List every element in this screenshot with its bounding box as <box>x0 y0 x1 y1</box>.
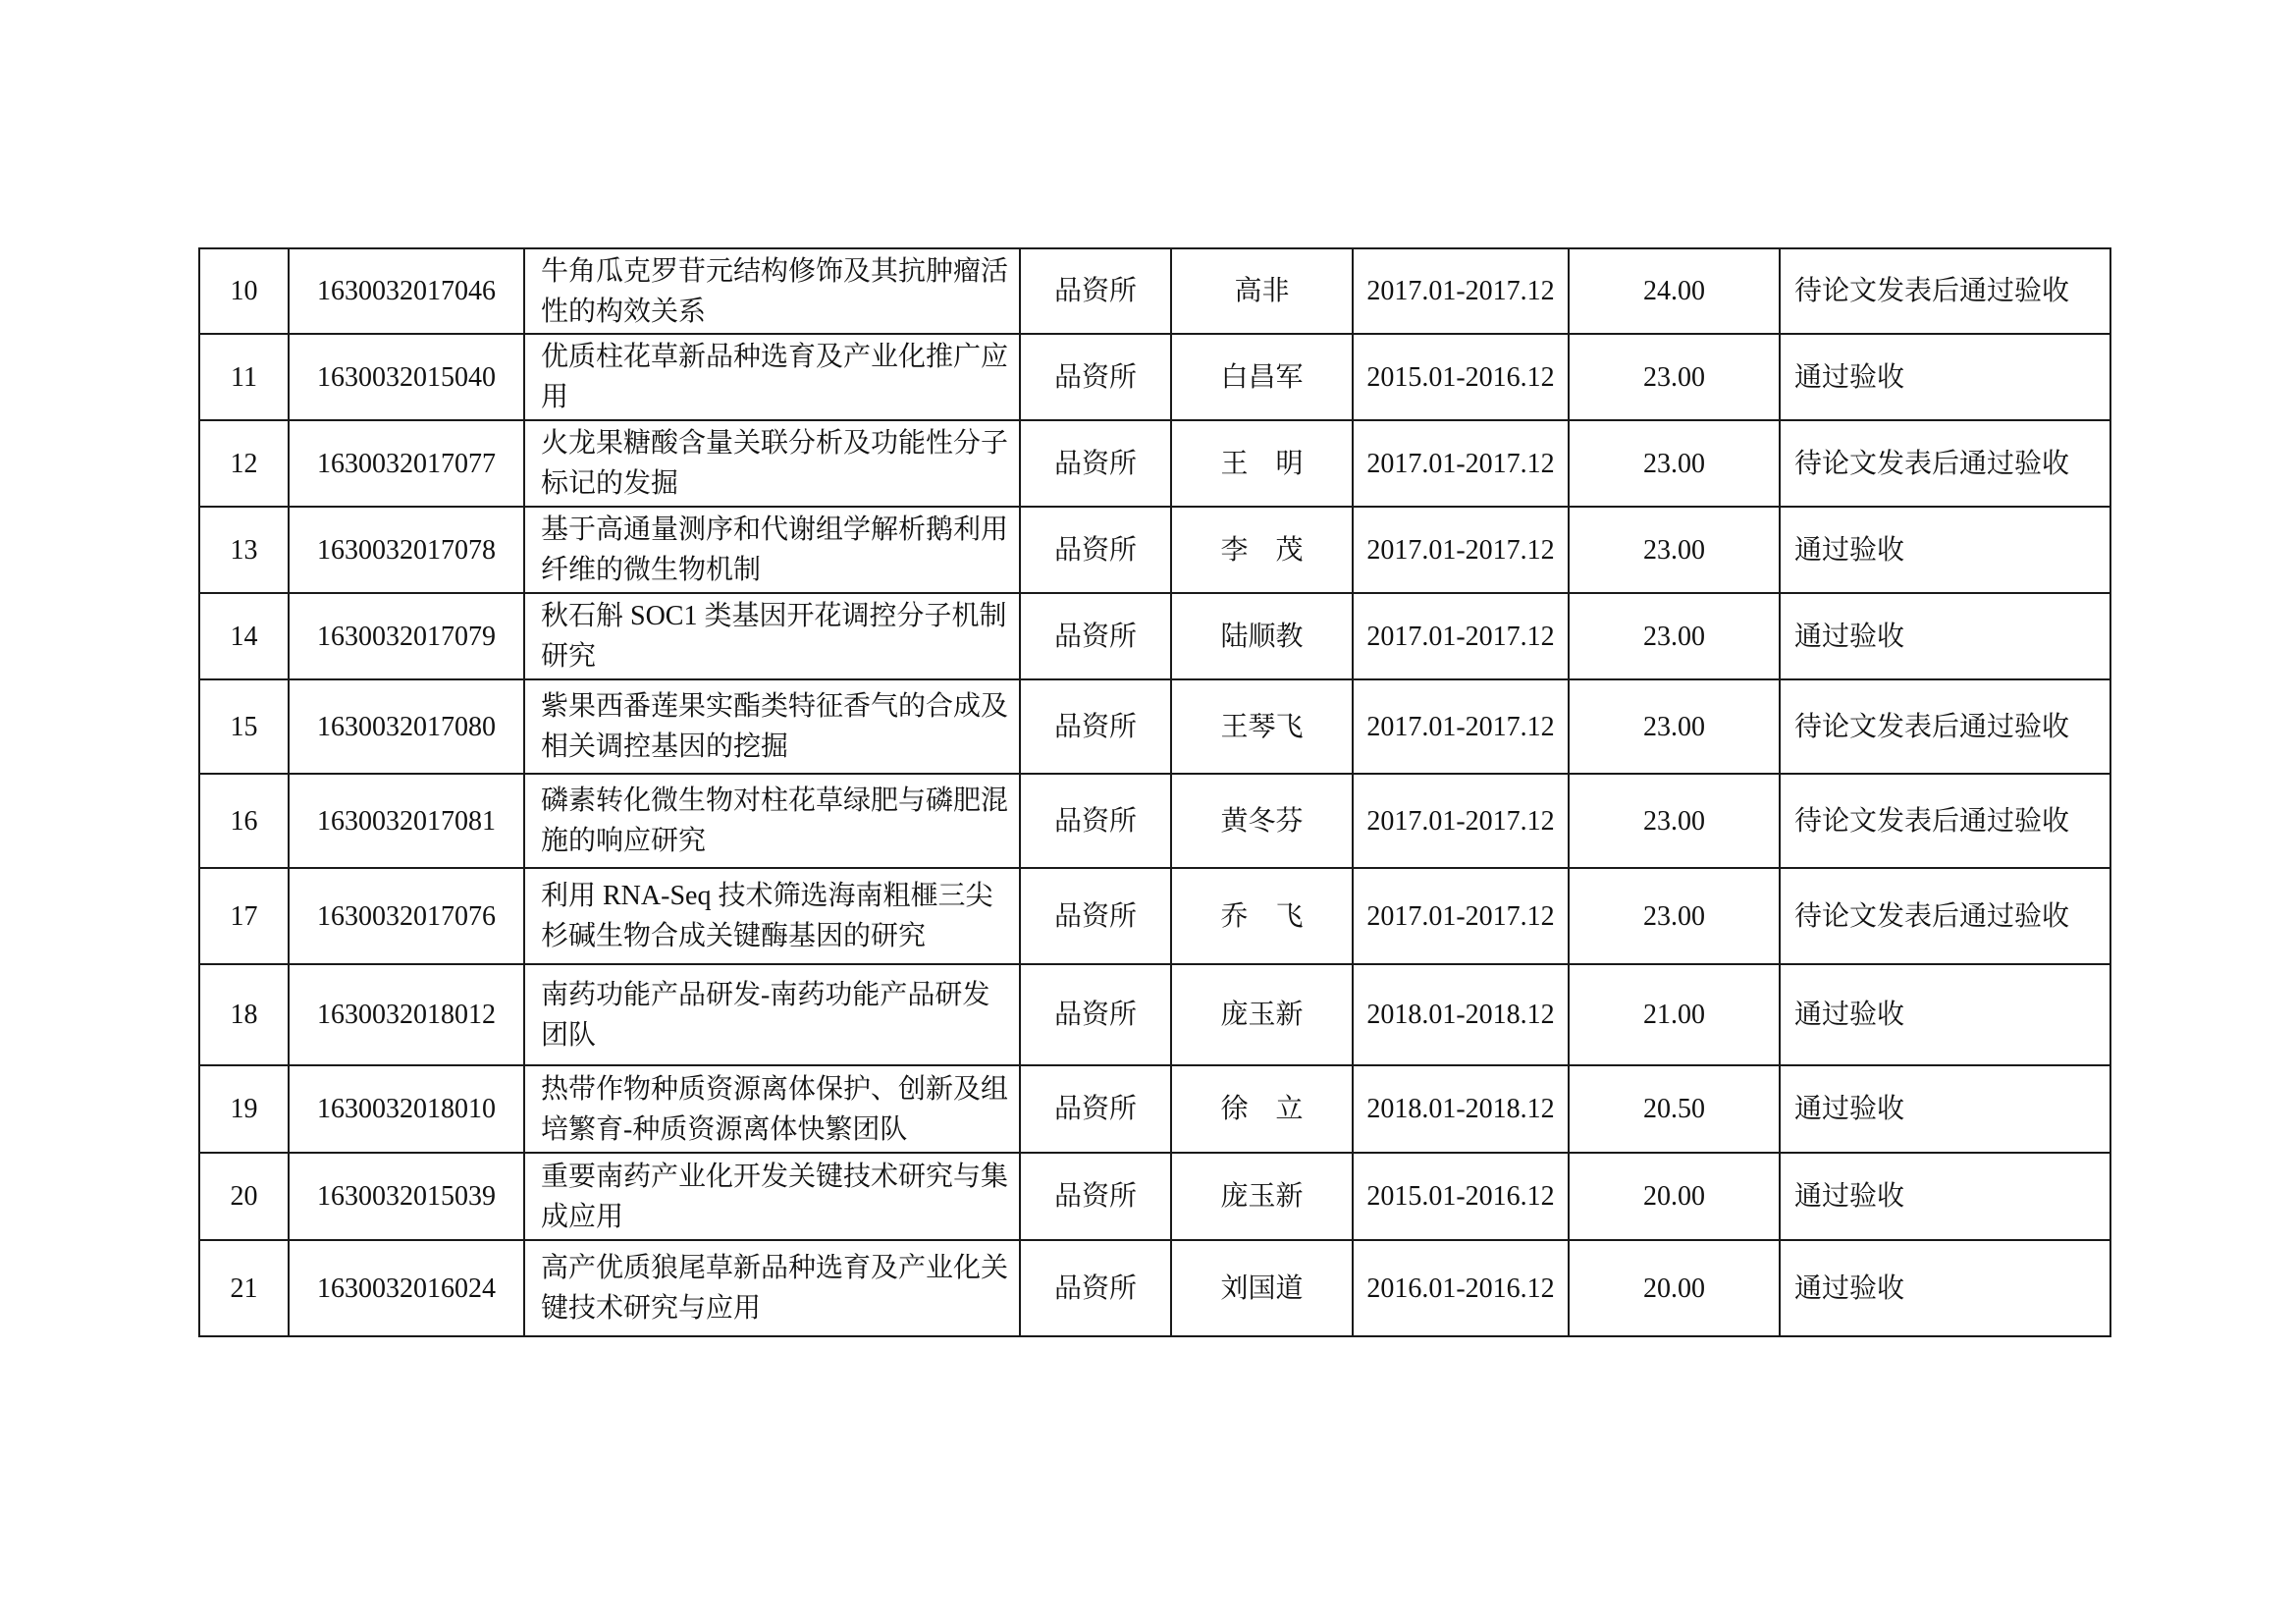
project-code: 1630032017077 <box>289 420 524 507</box>
project-period: 2018.01-2018.12 <box>1353 1065 1569 1153</box>
project-title: 秋石斛 SOC1 类基因开花调控分子机制研究 <box>524 593 1020 679</box>
funding-amount: 23.00 <box>1569 507 1780 593</box>
acceptance-result: 通过验收 <box>1780 334 2110 420</box>
table-row <box>199 334 2110 420</box>
institute-name: 品资所 <box>1020 593 1171 679</box>
project-code: 1630032017080 <box>289 679 524 774</box>
table-row <box>199 868 2110 964</box>
acceptance-result: 通过验收 <box>1780 507 2110 593</box>
row-index: 10 <box>199 248 289 334</box>
project-leader: 陆顺教 <box>1171 593 1353 679</box>
table-row <box>199 1065 2110 1153</box>
project-title: 紫果西番莲果实酯类特征香气的合成及相关调控基因的挖掘 <box>524 679 1020 774</box>
row-index: 19 <box>199 1065 289 1153</box>
project-period: 2017.01-2017.12 <box>1353 248 1569 334</box>
project-leader: 乔 飞 <box>1171 868 1353 964</box>
project-title: 南药功能产品研发-南药功能产品研发团队 <box>524 964 1020 1065</box>
project-period: 2017.01-2017.12 <box>1353 774 1569 868</box>
project-period: 2017.01-2017.12 <box>1353 679 1569 774</box>
project-title: 利用 RNA-Seq 技术筛选海南粗榧三尖杉碱生物合成关键酶基因的研究 <box>524 868 1020 964</box>
table-row <box>199 248 2110 334</box>
project-code: 1630032015039 <box>289 1153 524 1240</box>
institute-name: 品资所 <box>1020 1153 1171 1240</box>
project-code: 1630032017081 <box>289 774 524 868</box>
acceptance-result: 通过验收 <box>1780 1240 2110 1336</box>
funding-amount: 24.00 <box>1569 248 1780 334</box>
row-index: 15 <box>199 679 289 774</box>
acceptance-result: 待论文发表后通过验收 <box>1780 868 2110 964</box>
institute-name: 品资所 <box>1020 507 1171 593</box>
project-title: 优质柱花草新品种选育及产业化推广应用 <box>524 334 1020 420</box>
acceptance-result: 通过验收 <box>1780 1065 2110 1153</box>
acceptance-result: 通过验收 <box>1780 964 2110 1065</box>
funding-amount: 20.50 <box>1569 1065 1780 1153</box>
project-leader: 黄冬芬 <box>1171 774 1353 868</box>
table-row <box>199 774 2110 868</box>
project-title: 重要南药产业化开发关键技术研究与集成应用 <box>524 1153 1020 1240</box>
project-code: 1630032017078 <box>289 507 524 593</box>
institute-name: 品资所 <box>1020 420 1171 507</box>
project-period: 2018.01-2018.12 <box>1353 964 1569 1065</box>
project-period: 2017.01-2017.12 <box>1353 420 1569 507</box>
table-row <box>199 679 2110 774</box>
project-title: 火龙果糖酸含量关联分析及功能性分子标记的发掘 <box>524 420 1020 507</box>
project-leader: 庞玉新 <box>1171 964 1353 1065</box>
project-leader: 白昌军 <box>1171 334 1353 420</box>
row-index: 13 <box>199 507 289 593</box>
project-title: 高产优质狼尾草新品种选育及产业化关键技术研究与应用 <box>524 1240 1020 1336</box>
project-table <box>198 247 2111 1337</box>
project-code: 1630032015040 <box>289 334 524 420</box>
row-index: 17 <box>199 868 289 964</box>
row-index: 11 <box>199 334 289 420</box>
funding-amount: 23.00 <box>1569 334 1780 420</box>
project-period: 2015.01-2016.12 <box>1353 334 1569 420</box>
institute-name: 品资所 <box>1020 679 1171 774</box>
funding-amount: 21.00 <box>1569 964 1780 1065</box>
project-period: 2015.01-2016.12 <box>1353 1153 1569 1240</box>
institute-name: 品资所 <box>1020 868 1171 964</box>
acceptance-result: 通过验收 <box>1780 1153 2110 1240</box>
project-leader: 高非 <box>1171 248 1353 334</box>
institute-name: 品资所 <box>1020 964 1171 1065</box>
row-index: 12 <box>199 420 289 507</box>
table-row <box>199 593 2110 679</box>
row-index: 16 <box>199 774 289 868</box>
project-period: 2016.01-2016.12 <box>1353 1240 1569 1336</box>
institute-name: 品资所 <box>1020 1065 1171 1153</box>
institute-name: 品资所 <box>1020 334 1171 420</box>
institute-name: 品资所 <box>1020 248 1171 334</box>
project-leader: 王琴飞 <box>1171 679 1353 774</box>
project-code: 1630032016024 <box>289 1240 524 1336</box>
project-leader: 王 明 <box>1171 420 1353 507</box>
project-period: 2017.01-2017.12 <box>1353 868 1569 964</box>
row-index: 14 <box>199 593 289 679</box>
funding-amount: 23.00 <box>1569 593 1780 679</box>
project-code: 1630032018010 <box>289 1065 524 1153</box>
project-leader: 刘国道 <box>1171 1240 1353 1336</box>
table-row <box>199 964 2110 1065</box>
project-code: 1630032018012 <box>289 964 524 1065</box>
institute-name: 品资所 <box>1020 774 1171 868</box>
institute-name: 品资所 <box>1020 1240 1171 1336</box>
funding-amount: 20.00 <box>1569 1153 1780 1240</box>
funding-amount: 23.00 <box>1569 420 1780 507</box>
project-period: 2017.01-2017.12 <box>1353 593 1569 679</box>
acceptance-result: 待论文发表后通过验收 <box>1780 774 2110 868</box>
project-title: 磷素转化微生物对柱花草绿肥与磷肥混施的响应研究 <box>524 774 1020 868</box>
table-row <box>199 507 2110 593</box>
funding-amount: 23.00 <box>1569 868 1780 964</box>
row-index: 20 <box>199 1153 289 1240</box>
table-row <box>199 420 2110 507</box>
funding-amount: 20.00 <box>1569 1240 1780 1336</box>
acceptance-result: 待论文发表后通过验收 <box>1780 679 2110 774</box>
project-code: 1630032017046 <box>289 248 524 334</box>
project-code: 1630032017079 <box>289 593 524 679</box>
project-leader: 徐 立 <box>1171 1065 1353 1153</box>
acceptance-result: 待论文发表后通过验收 <box>1780 248 2110 334</box>
acceptance-result: 待论文发表后通过验收 <box>1780 420 2110 507</box>
table-row <box>199 1153 2110 1240</box>
row-index: 18 <box>199 964 289 1065</box>
table-row <box>199 1240 2110 1336</box>
funding-amount: 23.00 <box>1569 679 1780 774</box>
project-code: 1630032017076 <box>289 868 524 964</box>
project-title: 热带作物种质资源离体保护、创新及组培繁育-种质资源离体快繁团队 <box>524 1065 1020 1153</box>
project-leader: 庞玉新 <box>1171 1153 1353 1240</box>
row-index: 21 <box>199 1240 289 1336</box>
project-title: 基于高通量测序和代谢组学解析鹅利用纤维的微生物机制 <box>524 507 1020 593</box>
project-leader: 李 茂 <box>1171 507 1353 593</box>
table-body <box>199 248 2110 1336</box>
acceptance-result: 通过验收 <box>1780 593 2110 679</box>
project-title: 牛角瓜克罗苷元结构修饰及其抗肿瘤活性的构效关系 <box>524 248 1020 334</box>
project-period: 2017.01-2017.12 <box>1353 507 1569 593</box>
funding-amount: 23.00 <box>1569 774 1780 868</box>
